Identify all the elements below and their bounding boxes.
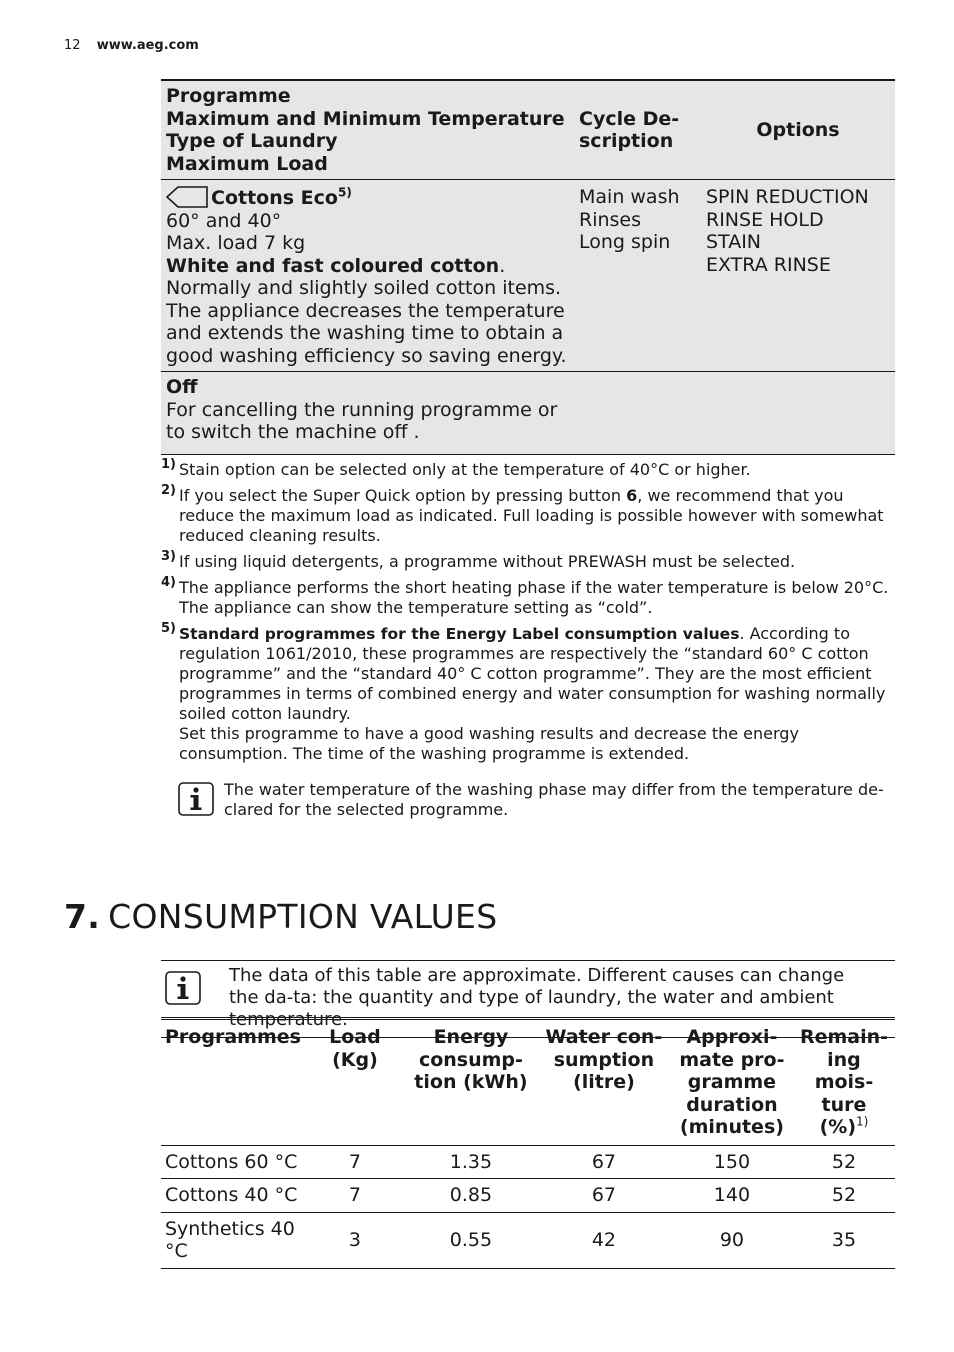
info-icon (165, 971, 201, 1005)
footnote: 5) Standard programmes for the Energy Label consumption values. According to regulation 1061/2010, these programmes are respectively the “standard 60° C cotton programme” and the “standard 40° C cotton programme”. They are the most efficient programmes in terms of combined energy and water consumption for washing normally soiled cotton laundry. Set this programme to have a good washing results and decrease the energy consumption. The time of the washing programme is extended. (161, 621, 886, 763)
info-note (178, 780, 888, 820)
website-link[interactable]: www.aeg.com (96, 38, 199, 53)
footnote: 1) Stain option can be selected only at the temperature of 40°C or higher. (161, 457, 751, 479)
consumption-table (161, 1017, 895, 1269)
programme-table (161, 79, 895, 455)
table-row: Cottons 60 °C 7 1.35 67 150 52 (161, 1145, 895, 1179)
table-row: Synthetics 40 °C 3 0.55 42 90 35 (161, 1212, 895, 1268)
header-options: Options (701, 80, 895, 180)
header-duration: Approxi- mate pro- gramme duration (minutes) (671, 1019, 793, 1146)
table-row (161, 180, 895, 372)
footnote: 3) If using liquid detergents, a programme without PREWASH must be selected. (161, 549, 796, 571)
header-programmes: Programmes (161, 1019, 305, 1146)
options-cell: SPIN REDUCTION RINSE HOLD STAIN EXTRA RINSE (701, 180, 895, 372)
footnote: 4) The appliance performs the short heating phase if the water temperature is below 20°C. The appliance can show the temperature setting as “cold”. (161, 575, 889, 617)
header-programme: Programme Maximum and Minimum Temperature Type of Laundry Maximum Load (161, 80, 574, 180)
header-load: Load (Kg) (305, 1019, 405, 1146)
footnote: 2) If you select the Super Quick option by pressing button 6, we recommend that you reduce the maximum load as indicated. Full loading is possible however with somewhat reduced cleaning results. (161, 483, 884, 545)
cycle-cell: Main wash Rinses Long spin (574, 180, 701, 372)
header-water: Water con- sumption (litre) (537, 1019, 671, 1146)
info-note-text: The water temperature of the washing phase may differ from the temperature de-clared for the selected programme. (224, 780, 884, 819)
footnotes (161, 457, 895, 770)
section-title: 7. CONSUMPTION VALUES (64, 897, 498, 936)
programme-cell: Off For cancelling the running programme or to switch the machine off . (161, 372, 574, 455)
cottons-eco-icon (166, 186, 208, 208)
programme-name: Off (166, 376, 198, 398)
table-row (161, 372, 895, 455)
programme-cell: Cottons Eco$^{5)}$ 60° and 40° Max. load 7 kg White and fast coloured cotton. Normally and slightly soiled cotton items. The appliance decreases the temperature and extends the washing time to obtain a good washing efficiency so saving energy. (161, 180, 574, 372)
programme-name: Cottons Eco (211, 187, 338, 209)
header-energy: Energy consump- tion (kWh) (405, 1019, 537, 1146)
laundry-type: White and fast coloured cotton (166, 254, 500, 277)
header-moisture: Remain- ing mois- ture (%)$^{1)}$ (793, 1019, 895, 1146)
page-number: 12 (64, 38, 81, 53)
header-cycle-description: Cycle De- scription (574, 80, 701, 180)
programme-table-header (161, 80, 895, 180)
table-row: Cottons 40 °C 7 0.85 67 140 52 (161, 1179, 895, 1213)
info-icon (178, 782, 214, 816)
consumption-table-header (161, 1019, 895, 1146)
info-note-text: The data of this table are approximate. Different causes can change the da-ta: the quantity and type of laundry, the water and ambient temperature. (229, 965, 845, 1030)
page-header (64, 38, 199, 53)
